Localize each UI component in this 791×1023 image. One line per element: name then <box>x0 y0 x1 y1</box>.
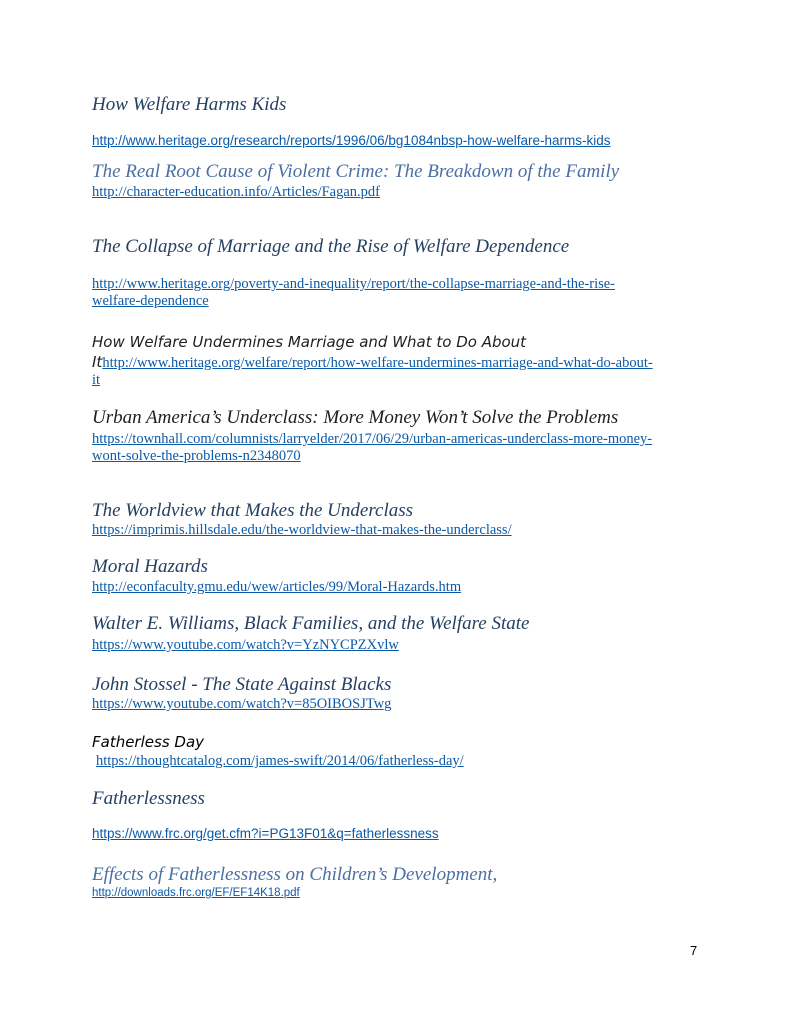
entry-link[interactable]: https://www.youtube.com/watch?v=85OIBOSJTwg <box>92 696 392 712</box>
entry-title: The Real Root Cause of Violent Crime: The Breakdown of the Family <box>92 161 620 182</box>
entry-link-line1[interactable]: http://www.heritage.org/poverty-and-inequality/report/the-collapse-marriage-and-the-rise- <box>92 276 616 292</box>
entry-link[interactable]: http://character-education.info/Articles/Fagan.pdf <box>92 184 380 200</box>
entry-title-line2: It <box>92 353 103 371</box>
entry-link-line1[interactable]: https://townhall.com/columnists/larryelder/2017/06/29/urban-americas-underclass-more-money- <box>92 431 653 447</box>
entry-link-line2[interactable]: wont-solve-the-problems-n2348070 <box>92 448 301 464</box>
entry-link[interactable]: https://www.youtube.com/watch?v=YzNYCPZXvlw <box>92 637 399 653</box>
entry-link[interactable]: http://downloads.frc.org/EF/EF14K18.pdf <box>92 887 300 899</box>
entry-title: Urban America’s Underclass: More Money Won’t Solve the Problems <box>92 407 619 428</box>
entry-link[interactable]: https://imprimis.hillsdale.edu/the-worldview-that-makes-the-underclass/ <box>92 522 512 538</box>
entry-title: John Stossel - The State Against Blacks <box>92 674 392 695</box>
entry-link-line2[interactable]: welfare-dependence <box>92 293 209 309</box>
entry-title: Moral Hazards <box>92 556 208 577</box>
entry-title: Effects of Fatherlessness on Children’s Development, <box>92 864 498 885</box>
entry-link[interactable]: http://www.heritage.org/research/reports/1996/06/bg1084nbsp-how-welfare-harms-kids <box>92 133 611 148</box>
entry-title: Fatherless Day <box>92 733 205 751</box>
entry-link[interactable]: https://thoughtcatalog.com/james-swift/2014/06/fatherless-day/ <box>96 753 464 769</box>
page-number: 7 <box>690 943 698 958</box>
entry-title: How Welfare Harms Kids <box>92 94 287 115</box>
entry-title: The Worldview that Makes the Underclass <box>92 500 414 521</box>
entry-link-line2[interactable]: it <box>92 372 101 388</box>
entry-title-line2-row <box>92 352 653 373</box>
entry-link[interactable]: http://econfaculty.gmu.edu/wew/articles/99/Moral-Hazards.htm <box>92 579 462 595</box>
entry-title: Walter E. Williams, Black Families, and the Welfare State <box>92 613 530 634</box>
entry-title-line1: How Welfare Undermines Marriage and What to Do About <box>92 333 527 351</box>
entry-link[interactable]: https://www.frc.org/get.cfm?i=PG13F01&q=fatherlessness <box>92 826 439 841</box>
entry-title: The Collapse of Marriage and the Rise of Welfare Dependence <box>92 236 570 257</box>
entry-link-line1[interactable]: http://www.heritage.org/welfare/report/how-welfare-undermines-marriage-and-what-do-about- <box>102 355 653 371</box>
entry-title: Fatherlessness <box>92 788 205 809</box>
